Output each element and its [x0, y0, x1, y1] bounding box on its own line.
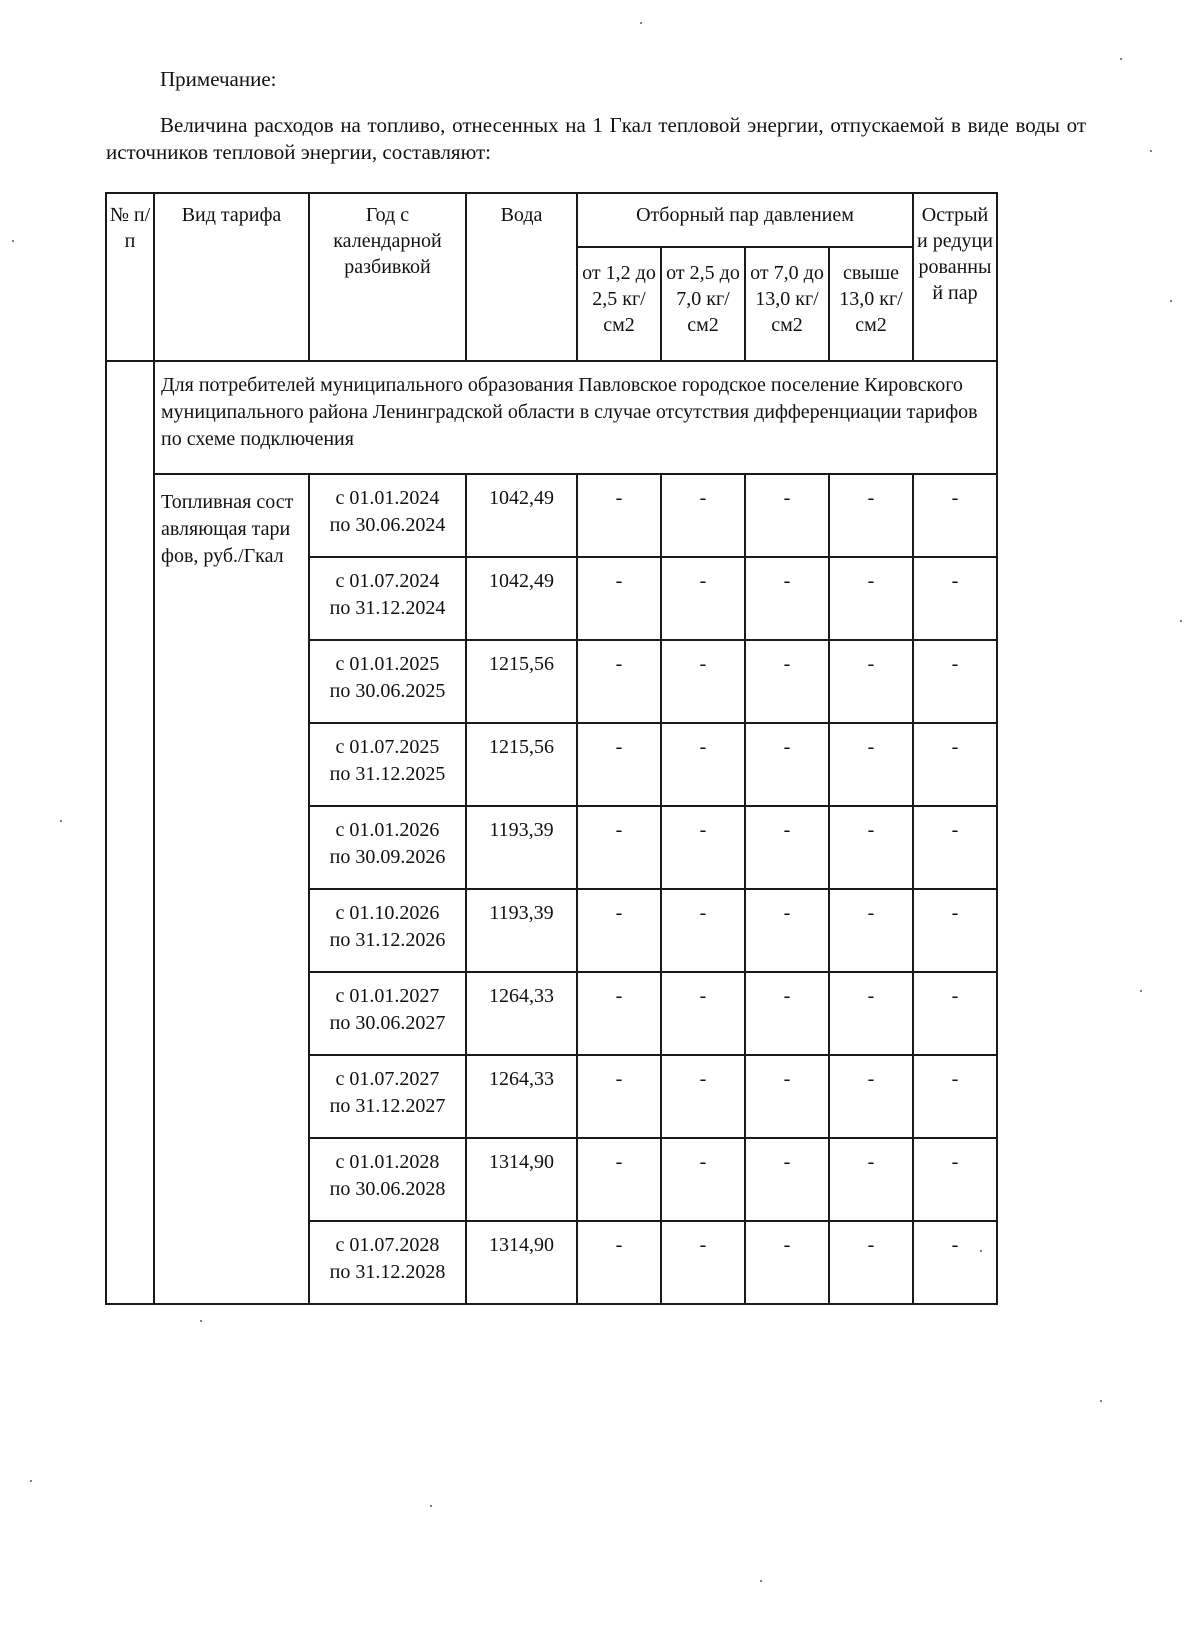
table-row — [106, 474, 997, 557]
period-from: с 01.07.2024 — [335, 570, 440, 592]
group-title: Для потребителей муниципального образования Павловское городское поселение Кировского муниципального района Ленинградской области в случае отсутствия дифференциации тарифов по схеме подключения — [154, 361, 997, 474]
steam-value: - — [577, 1221, 661, 1304]
steam-value: - — [913, 640, 997, 723]
water-value: 1264,33 — [466, 1055, 577, 1138]
steam-value: - — [661, 557, 745, 640]
steam-value: - — [913, 1221, 997, 1304]
steam-value: - — [913, 806, 997, 889]
water-value: 1042,49 — [466, 474, 577, 557]
period-cell — [309, 806, 466, 889]
water-value: 1314,90 — [466, 1138, 577, 1221]
steam-value: - — [661, 474, 745, 557]
header-steam-4: свыше 13,0 кг/см2 — [829, 247, 913, 361]
scan-speckle — [760, 1580, 762, 1582]
period-cell — [309, 972, 466, 1055]
scan-speckle — [12, 240, 14, 242]
scan-speckle — [640, 22, 642, 24]
period-to: по 30.06.2024 — [329, 514, 446, 536]
steam-value: - — [745, 474, 829, 557]
water-value: 1193,39 — [466, 806, 577, 889]
steam-value: - — [913, 474, 997, 557]
tariff-name: Топливная составляющая тарифов, руб./Гкал — [154, 474, 309, 1304]
period-cell — [309, 889, 466, 972]
water-value: 1264,33 — [466, 972, 577, 1055]
water-value: 1215,56 — [466, 640, 577, 723]
header-tariff-type: Вид тарифа — [154, 193, 309, 361]
steam-value: - — [745, 1138, 829, 1221]
period-cell — [309, 1138, 466, 1221]
header-steam-2: от 2,5 до 7,0 кг/см2 — [661, 247, 745, 361]
steam-value: - — [577, 972, 661, 1055]
steam-value: - — [577, 640, 661, 723]
period-to: по 31.12.2026 — [329, 929, 446, 951]
water-value: 1193,39 — [466, 889, 577, 972]
scan-speckle — [1150, 150, 1152, 152]
scan-speckle — [980, 1250, 982, 1252]
steam-value: - — [913, 1055, 997, 1138]
tariff-table — [105, 192, 998, 1305]
steam-value: - — [829, 972, 913, 1055]
steam-value: - — [745, 640, 829, 723]
steam-value: - — [829, 474, 913, 557]
period-to: по 31.12.2025 — [329, 763, 446, 785]
period-to: по 31.12.2024 — [329, 597, 446, 619]
steam-value: - — [745, 972, 829, 1055]
scan-speckle — [430, 1505, 432, 1507]
period-cell — [309, 640, 466, 723]
period-from: с 01.01.2028 — [335, 1151, 440, 1173]
steam-value: - — [577, 889, 661, 972]
steam-value: - — [745, 723, 829, 806]
steam-value: - — [577, 723, 661, 806]
steam-value: - — [745, 806, 829, 889]
steam-value: - — [661, 723, 745, 806]
header-year: Год с календарной разбивкой — [309, 193, 466, 361]
scan-speckle — [60, 820, 62, 822]
period-cell — [309, 723, 466, 806]
period-cell — [309, 1055, 466, 1138]
header-steam-1: от 1,2 до 2,5 кг/см2 — [577, 247, 661, 361]
steam-value: - — [661, 1221, 745, 1304]
steam-value: - — [577, 1138, 661, 1221]
scan-speckle — [1140, 990, 1142, 992]
period-from: с 01.01.2026 — [335, 819, 440, 841]
header-sharp-steam: Острый и редуцированный пар — [913, 193, 997, 361]
period-to: по 31.12.2027 — [329, 1095, 446, 1117]
group-row — [106, 361, 997, 474]
period-to: по 30.06.2025 — [329, 680, 446, 702]
steam-value: - — [745, 1221, 829, 1304]
period-to: по 31.12.2028 — [329, 1261, 446, 1283]
steam-value: - — [661, 972, 745, 1055]
header-water: Вода — [466, 193, 577, 361]
period-from: с 01.10.2026 — [335, 902, 440, 924]
scan-speckle — [1180, 620, 1182, 622]
num-cell — [106, 361, 154, 1304]
steam-value: - — [745, 557, 829, 640]
period-from: с 01.07.2028 — [335, 1234, 440, 1256]
steam-value: - — [829, 1221, 913, 1304]
steam-value: - — [829, 1138, 913, 1221]
scan-speckle — [1120, 58, 1122, 60]
steam-value: - — [661, 889, 745, 972]
header-steam-3: от 7,0 до 13,0 кг/см2 — [745, 247, 829, 361]
period-cell — [309, 1221, 466, 1304]
steam-value: - — [661, 1138, 745, 1221]
steam-value: - — [745, 1055, 829, 1138]
header-steam-group: Отборный пар давлением — [577, 193, 913, 247]
period-cell — [309, 557, 466, 640]
steam-value: - — [829, 889, 913, 972]
steam-value: - — [577, 557, 661, 640]
scan-speckle — [30, 1480, 32, 1482]
steam-value: - — [661, 1055, 745, 1138]
steam-value: - — [829, 806, 913, 889]
period-from: с 01.01.2027 — [335, 985, 440, 1007]
intro-paragraph: Величина расходов на топливо, отнесенных на 1 Гкал тепловой энергии, отпускаемой в виде воды от источников тепловой энергии, составляют: — [106, 113, 1086, 164]
scan-speckle — [1170, 300, 1172, 302]
steam-value: - — [913, 1138, 997, 1221]
water-value: 1042,49 — [466, 557, 577, 640]
steam-value: - — [577, 806, 661, 889]
period-from: с 01.07.2025 — [335, 736, 440, 758]
steam-value: - — [577, 1055, 661, 1138]
period-from: с 01.01.2024 — [335, 487, 440, 509]
steam-value: - — [661, 640, 745, 723]
steam-value: - — [913, 972, 997, 1055]
header-num: № п/п — [106, 193, 154, 361]
steam-value: - — [829, 640, 913, 723]
period-cell — [309, 474, 466, 557]
steam-value: - — [577, 474, 661, 557]
scan-speckle — [200, 1320, 202, 1322]
period-to: по 30.06.2027 — [329, 1012, 446, 1034]
water-value: 1215,56 — [466, 723, 577, 806]
steam-value: - — [829, 723, 913, 806]
period-from: с 01.07.2027 — [335, 1068, 440, 1090]
period-from: с 01.01.2025 — [335, 653, 440, 675]
period-to: по 30.06.2028 — [329, 1178, 446, 1200]
steam-value: - — [913, 889, 997, 972]
steam-value: - — [829, 1055, 913, 1138]
steam-value: - — [661, 806, 745, 889]
header-row-1 — [106, 193, 997, 247]
steam-value: - — [745, 889, 829, 972]
scan-speckle — [1100, 1400, 1102, 1402]
period-to: по 30.09.2026 — [329, 846, 446, 868]
water-value: 1314,90 — [466, 1221, 577, 1304]
steam-value: - — [913, 723, 997, 806]
steam-value: - — [829, 557, 913, 640]
note-label: Примечание: — [160, 67, 277, 91]
steam-value: - — [913, 557, 997, 640]
